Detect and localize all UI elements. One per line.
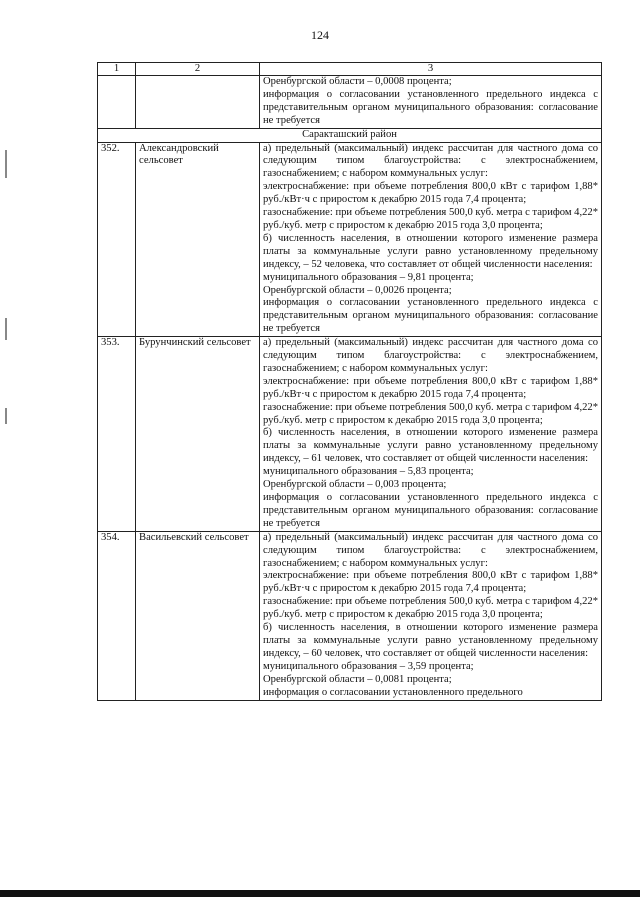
text-line: Оренбургской области – 0,003 процента; bbox=[263, 479, 447, 491]
scan-bottom-bar bbox=[0, 890, 640, 897]
table-row bbox=[98, 531, 602, 700]
scan-edge-mark bbox=[5, 318, 7, 340]
row-number: 352. bbox=[98, 142, 136, 337]
text-line: Оренбургской области – 0,0008 процента; bbox=[263, 76, 452, 87]
text-line: муниципального образования – 5,83 процента; bbox=[263, 466, 474, 478]
column-number-3: 3 bbox=[260, 63, 602, 76]
text-line: электроснабжение: при объеме потребления 800,0 кВт с тарифом 1,88* руб./кВт·ч с приростом к декабрю 2015 года 7,4 процента; bbox=[263, 181, 598, 206]
row-text-cell bbox=[260, 531, 602, 700]
text-line: а) предельный (максимальный) индекс рассчитан для частного дома со следующим типом благоустройства: с электроснабжением, газоснабжением; с набором коммунальных услуг: bbox=[263, 142, 598, 180]
text-line: информация о согласовании установленного предельного индекса с представительным органом муниципального образования: согласование не требуется bbox=[263, 88, 598, 126]
text-line: газоснабжение: при объеме потребления 500,0 куб. метра с тарифом 4,22* руб./куб. метр с приростом к декабрю 2015 года 3,0 процента; bbox=[263, 401, 599, 426]
column-number-1: 1 bbox=[98, 63, 136, 76]
settlement-name: Бурунчинский сельсовет bbox=[136, 337, 260, 532]
text-line: Оренбургской области – 0,0026 процента; bbox=[263, 284, 452, 296]
tariff-index-table bbox=[97, 62, 602, 701]
continuation-text-cell bbox=[260, 76, 602, 129]
continuation-row bbox=[98, 76, 602, 129]
settlement-name: Александровский сельсовет bbox=[136, 142, 260, 337]
table-row bbox=[98, 142, 602, 337]
column-number-2: 2 bbox=[136, 63, 260, 76]
table-row bbox=[98, 337, 602, 532]
text-line: муниципального образования – 3,59 процента; bbox=[263, 660, 474, 672]
scan-edge-mark bbox=[5, 150, 7, 178]
text-line: информация о согласовании установленного предельного bbox=[263, 686, 523, 698]
text-line: муниципального образования – 9,81 процента; bbox=[263, 271, 474, 283]
settlement-name: Васильевский сельсовет bbox=[136, 531, 260, 700]
region-row bbox=[98, 128, 602, 142]
text-line: газоснабжение: при объеме потребления 500,0 куб. метра с тарифом 4,22* руб./куб. метр с приростом к декабрю 2015 года 3,0 процента; bbox=[263, 207, 599, 231]
text-line: информация о согласовании установленного предельного индекса с представительным органом муниципального образования: согласование не требуется bbox=[263, 297, 598, 335]
region-title: Саракташский район bbox=[98, 128, 602, 142]
text-line: б) численность населения, в отношении которого изменение размера платы за коммунальные услуги равно установленному предельному индексу, – 60 человек, что составляет от общей численности населения: bbox=[263, 622, 598, 659]
text-line: а) предельный (максимальный) индекс рассчитан для частного дома со следующим типом благоустройства: с электроснабжением, газоснабжением; с набором коммунальных услуг: bbox=[263, 531, 598, 569]
text-line: а) предельный (максимальный) индекс рассчитан для частного дома со следующим типом благоустройства: с электроснабжением, газоснабжением; с набором коммунальных услуг: bbox=[263, 337, 598, 374]
row-text-cell bbox=[260, 142, 602, 337]
text-line: б) численность населения, в отношении которого изменение размера платы за коммунальные услуги равно установленному предельному индексу, – 61 человек, что составляет от общей численности населения: bbox=[263, 427, 598, 465]
text-line: информация о согласовании установленного предельного индекса с представительным органом муниципального образования: согласование не требуется bbox=[263, 492, 598, 529]
row-text-cell bbox=[260, 337, 602, 532]
text-line: б) численность населения, в отношении которого изменение размера платы за коммунальные услуги равно установленному предельному индексу, – 52 человека, что составляет от общей численности населения: bbox=[263, 232, 598, 270]
text-line: газоснабжение: при объеме потребления 500,0 куб. метра с тарифом 4,22* руб./куб. метр с приростом к декабрю 2015 года 3,0 процента; bbox=[263, 596, 599, 621]
scan-edge-mark bbox=[5, 408, 7, 424]
text-line: электроснабжение: при объеме потребления 800,0 кВт с тарифом 1,88* руб./кВт·ч с приростом к декабрю 2015 года 7,4 процента; bbox=[263, 570, 598, 595]
text-line: Оренбургской области – 0,0081 процента; bbox=[263, 673, 452, 685]
table-header-row bbox=[98, 63, 602, 76]
continuation-num-cell bbox=[98, 76, 136, 129]
continuation-name-cell bbox=[136, 76, 260, 129]
page-number: 124 bbox=[311, 28, 329, 42]
row-number: 353. bbox=[98, 337, 136, 532]
row-number: 354. bbox=[98, 531, 136, 700]
text-line: электроснабжение: при объеме потребления 800,0 кВт с тарифом 1,88* руб./кВт·ч с приростом к декабрю 2015 года 7,4 процента; bbox=[263, 375, 598, 400]
